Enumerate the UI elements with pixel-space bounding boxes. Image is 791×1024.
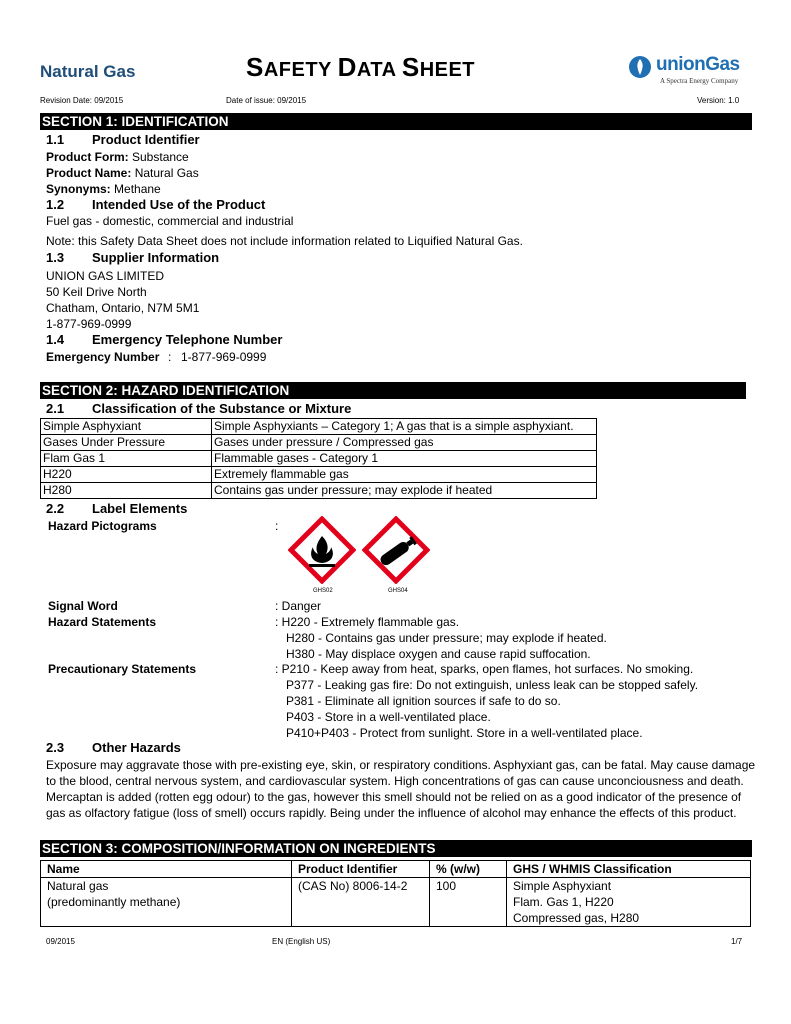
product-name-header: Natural Gas	[40, 62, 136, 81]
precautionary-statement: P377 - Leaking gas fire: Do not extinguish, unless leak can be stopped safely.	[286, 678, 699, 692]
subsection-1-3-title: Supplier Information	[92, 250, 220, 265]
hazard-statement: H380 - May displace oxygen and cause rapid suffocation.	[286, 647, 591, 661]
hazard-statement: H280 - Contains gas under pressure; may explode if heated.	[286, 631, 607, 645]
logo-subtitle: A Spectra Energy Company	[660, 77, 739, 85]
emergency-number: 1-877-969-0999	[181, 350, 267, 364]
subsection-2-1-number: 2.1	[46, 401, 65, 416]
flame-logo-icon	[628, 55, 652, 79]
section-3-header: SECTION 3: COMPOSITION/INFORMATION ON INGREDIENTS	[40, 840, 752, 857]
table-row	[41, 435, 597, 451]
product-name: Product Name: Natural Gas	[46, 166, 199, 180]
subsection-2-2-title: Label Elements	[92, 501, 188, 516]
precautionary-statement: : P210 - Keep away from heat, sparks, open flames, hot surfaces. No smoking.	[275, 662, 694, 676]
class-cell: Gases Under Pressure	[41, 435, 212, 451]
column-header-identifier: Product Identifier	[292, 861, 430, 878]
precautionary-statement: P410+P403 - Protect from sunlight. Store in a well-ventilated place.	[286, 726, 643, 740]
subsection-2-3-number: 2.3	[46, 740, 65, 755]
classification-table	[40, 418, 597, 499]
subsection-2-3-title: Other Hazards	[92, 740, 181, 755]
hazard-statement: : H220 - Extremely flammable gas.	[275, 615, 460, 629]
supplier-address: 50 Keil Drive North	[46, 285, 147, 299]
revision-date: Revision Date: 09/2015	[40, 96, 124, 105]
ghs02-code: GHS02	[313, 588, 333, 594]
intended-use: Fuel gas - domestic, commercial and industrial	[46, 214, 294, 228]
table-row	[41, 467, 597, 483]
supplier-phone: 1-877-969-0999	[46, 317, 132, 331]
table-row	[41, 451, 597, 467]
section-2-header: SECTION 2: HAZARD IDENTIFICATION	[40, 382, 746, 399]
logo-text: unionGas	[656, 54, 740, 75]
precautionary-label: Precautionary Statements	[48, 662, 197, 676]
pictograms-label: Hazard Pictograms	[48, 519, 157, 533]
signal-word-label: Signal Word	[48, 599, 118, 613]
other-hazards-text: Mercaptan is added (rotten egg odour) to the gas, however this smell should not be relied on as a good indicator of the presence of	[46, 790, 742, 804]
class-cell: H280	[41, 483, 212, 499]
subsection-2-1-title: Classification of the Substance or Mixture	[92, 401, 352, 416]
ingredient-identifier: (CAS No) 8006-14-2	[292, 878, 430, 927]
other-hazards-text: Exposure may aggravate those with pre-existing eye, skin, or respiratory conditions. Asphyxiant gas, can be fatal. May cause damage	[46, 758, 756, 772]
lng-note: Note: this Safety Data Sheet does not include information related to Liquified Natural Gas.	[46, 234, 523, 248]
ghs02-flame-icon	[288, 516, 356, 584]
ingredient-name: Natural gas (predominantly methane)	[41, 878, 292, 927]
supplier-name: UNION GAS LIMITED	[46, 269, 165, 283]
union-gas-logo	[628, 55, 652, 84]
version: Version: 1.0	[697, 96, 740, 105]
subsection-1-1-number: 1.1	[46, 132, 65, 147]
emergency-sep: :	[168, 350, 172, 364]
ghs04-gas-cylinder-icon	[362, 516, 430, 584]
table-row	[41, 483, 597, 499]
product-form: Product Form: Substance	[46, 150, 189, 164]
subsection-1-1-title: Product Identifier	[92, 132, 200, 147]
class-desc-cell: Flammable gases - Category 1	[212, 451, 597, 467]
ingredient-percent: 100	[430, 878, 507, 927]
class-cell: Simple Asphyxiant	[41, 419, 212, 435]
footer-language: EN (English US)	[272, 937, 331, 946]
subsection-1-2-number: 1.2	[46, 197, 65, 212]
table-row	[41, 419, 597, 435]
emergency-label: Emergency Number	[46, 350, 160, 364]
pictograms-sep: :	[275, 519, 279, 533]
subsection-1-4-title: Emergency Telephone Number	[92, 332, 283, 347]
supplier-city: Chatham, Ontario, N7M 5M1	[46, 301, 200, 315]
signal-word-value: : Danger	[275, 599, 322, 613]
class-desc-cell: Gases under pressure / Compressed gas	[212, 435, 597, 451]
class-cell: Flam Gas 1	[41, 451, 212, 467]
hazard-statements-label: Hazard Statements	[48, 615, 157, 629]
table-header-row	[41, 861, 751, 878]
column-header-name: Name	[41, 861, 292, 878]
ingredient-classification: Simple Asphyxiant Flam. Gas 1, H220 Compressed gas, H280	[507, 878, 751, 927]
composition-table	[40, 860, 751, 927]
other-hazards-text: gas as olfactory fatigue (loss of smell) occurs rapidly. Being under the influence of alcohol may enhance the effects of this product.	[46, 806, 737, 820]
class-desc-cell: Contains gas under pressure; may explode if heated	[212, 483, 597, 499]
subsection-1-3-number: 1.3	[46, 250, 65, 265]
class-cell: H220	[41, 467, 212, 483]
class-desc-cell: Simple Asphyxiants – Category 1; A gas that is a simple asphyxiant.	[212, 419, 597, 435]
other-hazards-text: to the blood, central nervous system, and cardiovascular system. High concentrations of gas can cause unconciousness and death.	[46, 774, 744, 788]
column-header-classification: GHS / WHMIS Classification	[507, 861, 751, 878]
footer-page-number: 1/7	[731, 937, 743, 946]
section-1-header: SECTION 1: IDENTIFICATION	[40, 113, 752, 130]
document-title: SAFETY DATA SHEET	[246, 52, 476, 82]
subsection-1-2-title: Intended Use of the Product	[92, 197, 266, 212]
precautionary-statement: P403 - Store in a well-ventilated place.	[286, 710, 491, 724]
subsection-1-4-number: 1.4	[46, 332, 65, 347]
class-desc-cell: Extremely flammable gas	[212, 467, 597, 483]
precautionary-statement: P381 - Eliminate all ignition sources if safe to do so.	[286, 694, 561, 708]
ghs04-code: GHS04	[388, 588, 408, 594]
footer-date: 09/2015	[46, 937, 75, 946]
subsection-2-2-number: 2.2	[46, 501, 65, 516]
issue-date: Date of issue: 09/2015	[226, 96, 307, 105]
table-row	[41, 878, 751, 927]
column-header-percent: % (w/w)	[430, 861, 507, 878]
synonyms: Synonyms: Methane	[46, 182, 161, 196]
